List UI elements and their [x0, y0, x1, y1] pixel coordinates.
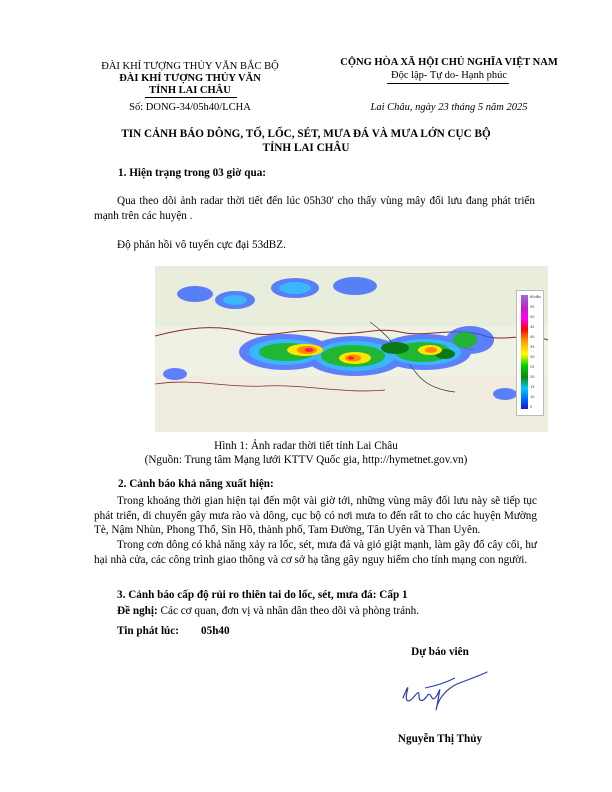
legend-color-scale: [521, 295, 528, 409]
motto-underline: [387, 83, 509, 84]
legend-tick: 10: [530, 395, 535, 399]
section2-paragraph1: Trong khoảng thời gian hiện tại đến một vài giờ tới, những vùng mây đối lưu này sẽ tiếp tục phát triển, di chuyển gây mưa rào và dông, cục bộ có nơi mưa to đến rất to cho các huyện Mường Tè, Nậm Nhùn, Phong Thổ, Sìn Hồ, thành phố, Tam Đường, Tân Uyên và Than Uyên.: [94, 495, 537, 536]
legend-tick: 60dBz: [530, 295, 541, 299]
radar-image: [155, 266, 548, 432]
legend-tick: 15: [530, 385, 535, 389]
recommendation: [117, 604, 419, 619]
legend-tick: 55: [530, 305, 535, 309]
section3-heading: 3. Cảnh báo cấp độ rủi ro thiên tai do lốc, sét, mưa đá: Cấp 1: [117, 589, 408, 601]
agency-name: ĐÀI KHÍ TƯỢNG THỦY VĂN: [119, 73, 261, 84]
issued-time-label: Tin phát lúc:: [117, 625, 179, 637]
legend-tick: 20: [530, 375, 535, 379]
document-title-province: TỈNH LAI CHÂU: [262, 142, 350, 154]
nation-title: CỘNG HÒA XÃ HỘI CHỦ NGHĨA VIỆT NAM: [340, 57, 558, 68]
legend-tick: 25: [530, 365, 535, 369]
document-title: TIN CẢNH BÁO DÔNG, TỐ, LỐC, SÉT, MƯA ĐÁ VÀ MƯA LỚN CỤC BỘ: [121, 128, 491, 140]
section1-heading: 1. Hiện trạng trong 03 giờ qua:: [118, 167, 267, 179]
radar-map: [155, 266, 548, 432]
figure-source: (Nguồn: Trung tâm Mạng lưới KTTV Quốc gia, http://hymetnet.gov.vn): [144, 454, 468, 466]
section2-heading: 2. Cảnh báo khả năng xuất hiện:: [118, 478, 274, 490]
agency-province: TỈNH LAI CHÂU: [149, 85, 231, 96]
document-number: Số: DONG-34/05h40/LCHA: [129, 102, 251, 113]
radar-legend: [516, 290, 544, 416]
agency-underline: [145, 97, 237, 98]
section2-paragraph2: Trong cơn dông có khả năng xảy ra lốc, sét, mưa đá và gió giật mạnh, làm gãy đổ cây cối, hư hại nhà cửa, các công trình giao thông và cơ sở hạ tầng gây nguy hiểm cho tính mạng con người.: [94, 539, 537, 566]
legend-tick: 35: [530, 345, 535, 349]
issued-time-value: 05h40: [201, 625, 230, 637]
recommendation-text: Các cơ quan, đơn vị và nhân dân theo dõi và phòng tránh.: [160, 605, 420, 617]
agency-parent: ĐÀI KHÍ TƯỢNG THỦY VĂN BẮC BỘ: [101, 61, 279, 72]
legend-tick: 40: [530, 335, 535, 339]
section1-paragraph1: Qua theo dõi ảnh radar thời tiết đến lúc 05h30' cho thấy vùng mây đối lưu đang phát triển mạnh trên các huyện .: [94, 195, 535, 222]
section1-paragraph2: Độ phản hồi vô tuyến cực đại 53dBZ.: [117, 239, 286, 251]
legend-tick: 45: [530, 325, 535, 329]
legend-tick: 30: [530, 355, 535, 359]
legend-tick: 5: [530, 405, 533, 409]
signature-title: Dự báo viên: [411, 646, 469, 658]
handwritten-signature: [395, 668, 491, 716]
nation-motto: Độc lập- Tự do- Hạnh phúc: [390, 70, 507, 81]
forecaster-name: Nguyễn Thị Thủy: [397, 733, 483, 745]
legend-tick: 50: [530, 315, 535, 319]
issue-date: Lai Châu, ngày 23 tháng 5 năm 2025: [370, 102, 528, 113]
figure-caption: Hình 1: Ảnh radar thời tiết tỉnh Lai Châu: [214, 440, 398, 452]
recommendation-label: Đề nghị:: [117, 605, 158, 617]
